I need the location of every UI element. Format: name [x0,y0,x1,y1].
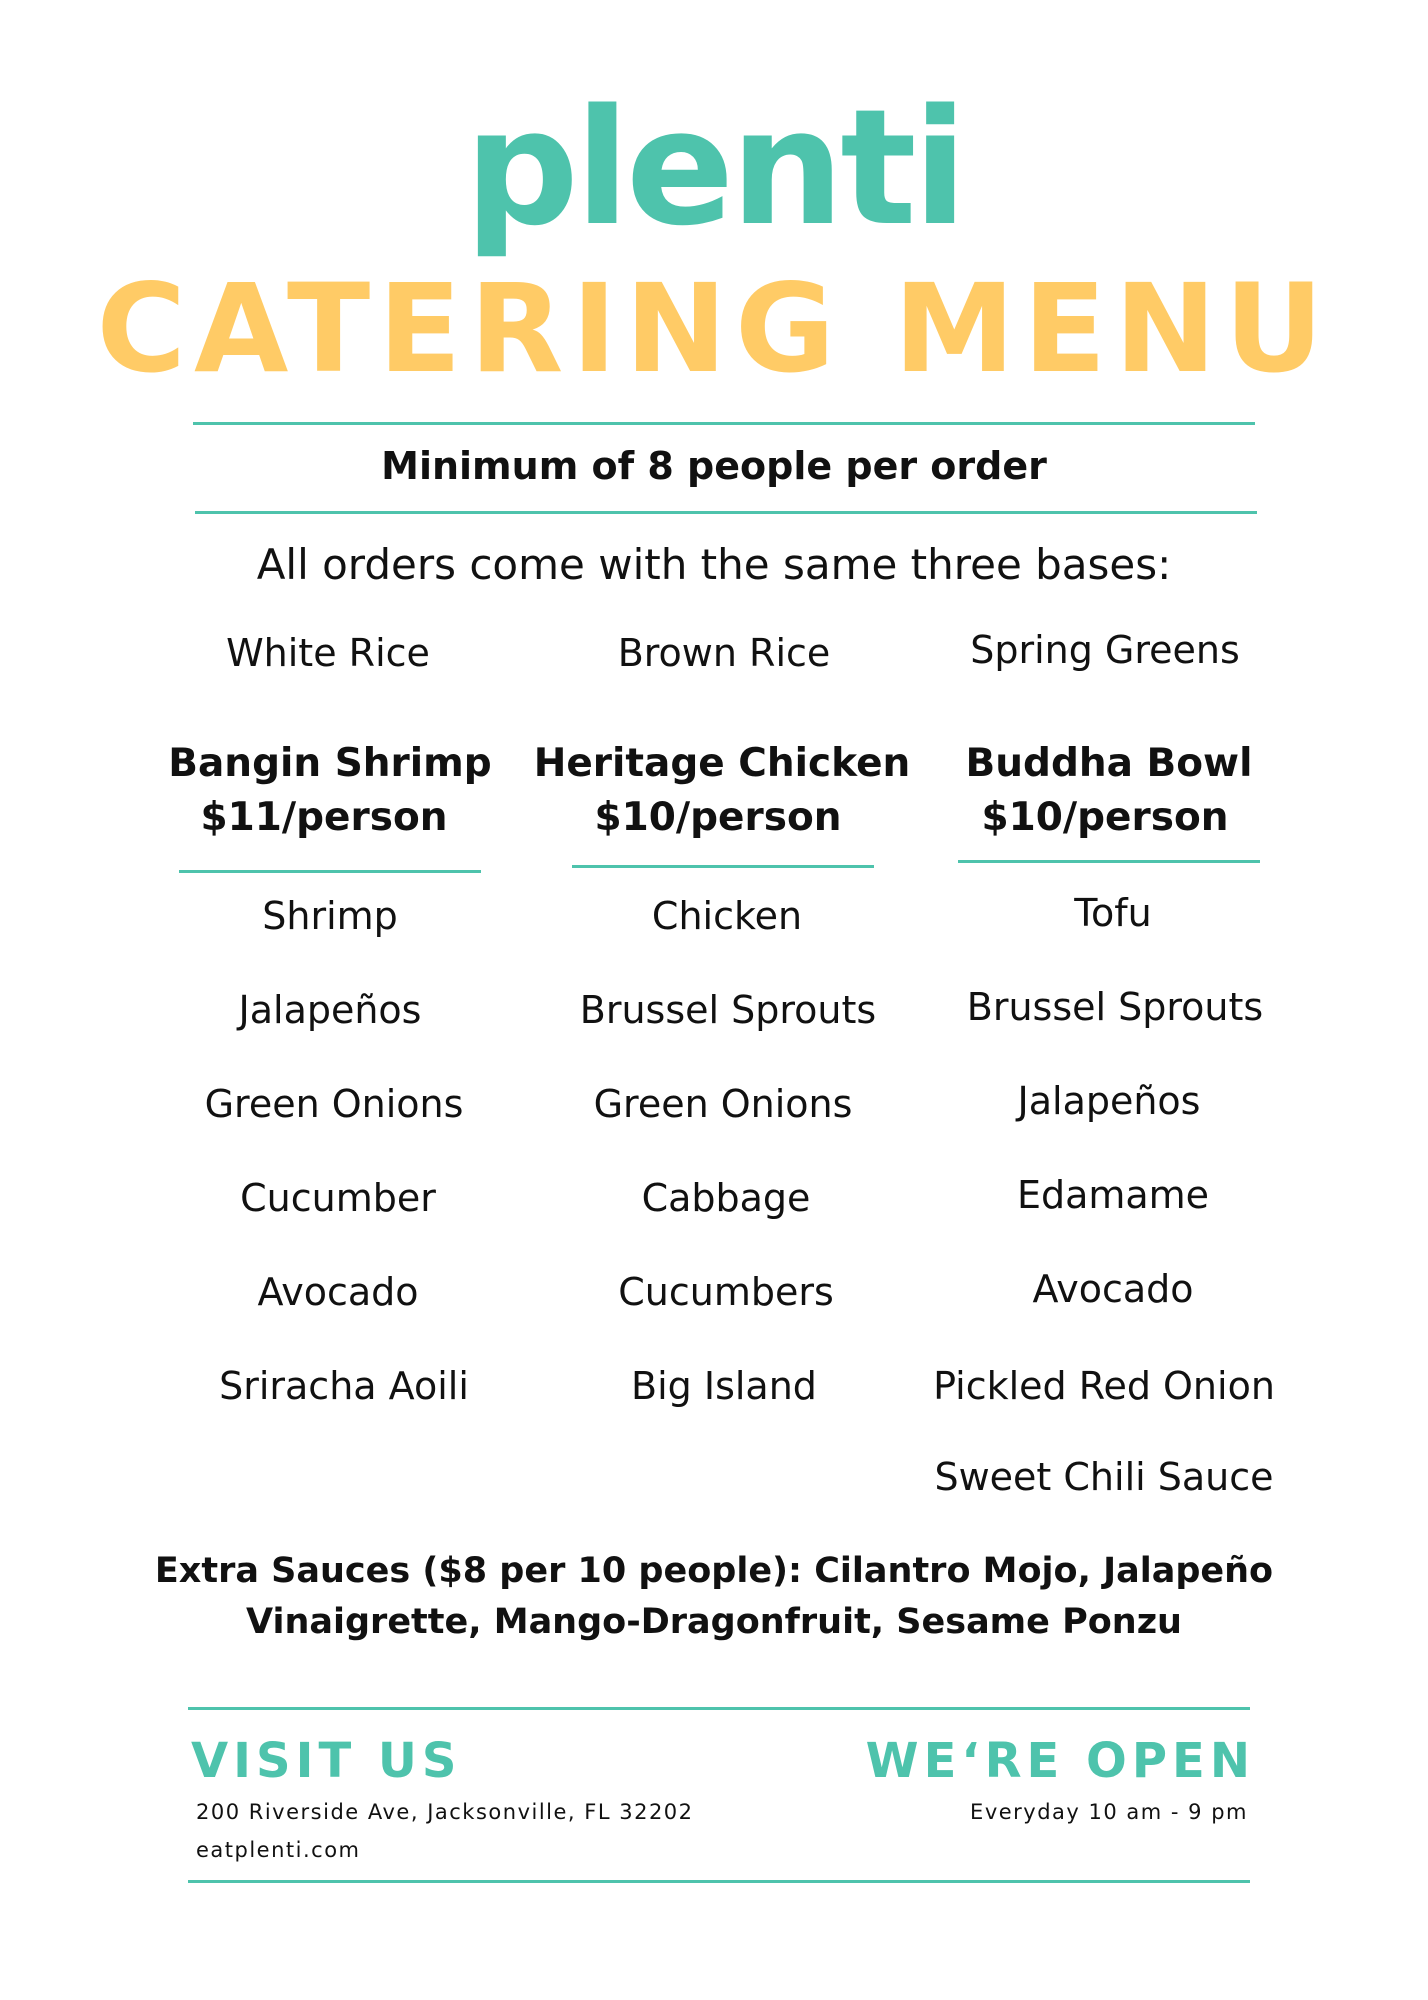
footer-divider-bottom [188,1880,1250,1883]
base-item: White Rice [226,631,430,675]
menu-item-price: $11/person [200,795,448,840]
base-item: Spring Greens [970,628,1240,672]
column-divider [572,865,874,868]
ingredient-item: Jalapeños [238,988,422,1032]
ingredient-item: Green Onions [593,1082,853,1126]
ingredient-item: Shrimp [262,894,398,938]
address: 200 Riverside Ave, Jacksonville, FL 32202 [196,1800,694,1824]
divider-top [193,422,1255,425]
brand-logo: plenti [464,74,964,261]
extra-sauces [150,1546,1278,1648]
ingredient-item: Big Island [631,1364,817,1408]
website-link[interactable]: eatplenti.com [196,1838,361,1862]
menu-item-name: Buddha Bowl [965,741,1253,786]
ingredient-item: Avocado [257,1270,419,1314]
ingredient-item: Tofu [1074,891,1152,935]
ingredient-item: Brussel Sprouts [579,988,877,1032]
bases-intro: All orders come with the same three bases: [256,540,1172,589]
extra-sauces-line: Vinaigrette, Mango-Dragonfruit, Sesame Ponzu [246,1602,1182,1642]
menu-item-name: Heritage Chicken [533,741,911,786]
base-item: Brown Rice [617,631,831,675]
ingredient-item: Cucumber [240,1176,436,1220]
column-divider [958,860,1260,863]
visit-us-heading: VISIT US [191,1733,462,1789]
page-title: CATERING MENU [96,258,1332,400]
menu-item-price: $10/person [594,795,842,840]
ingredient-item: Pickled Red Onion [933,1364,1275,1408]
ingredient-item: Cabbage [641,1176,811,1220]
ingredient-item: Cucumbers [618,1270,834,1314]
ingredient-item: Brussel Sprouts [966,985,1264,1029]
menu-item-price: $10/person [981,795,1229,840]
opening-hours: Everyday 10 am - 9 pm [970,1800,1248,1824]
column-divider [179,870,481,873]
ingredient-item: Edamame [1016,1173,1210,1217]
ingredient-item: Sriracha Aoili [219,1364,469,1408]
menu-item-name: Bangin Shrimp [168,741,492,786]
opening-hours-heading: WE‘RE OPEN [865,1733,1255,1789]
divider-under-minimum [195,511,1257,514]
ingredient-item: Green Onions [204,1082,464,1126]
extra-sauces-line: Extra Sauces ($8 per 10 people): Cilantro Mojo, Jalapeño [154,1551,1274,1591]
footer-divider-top [188,1707,1250,1710]
ingredient-item: Chicken [651,894,803,938]
minimum-order-note: Minimum of 8 people per order [381,444,1047,488]
ingredient-item: Jalapeños [1017,1079,1201,1123]
ingredient-item: Avocado [1032,1267,1194,1311]
ingredient-item: Sweet Chili Sauce [934,1455,1274,1499]
